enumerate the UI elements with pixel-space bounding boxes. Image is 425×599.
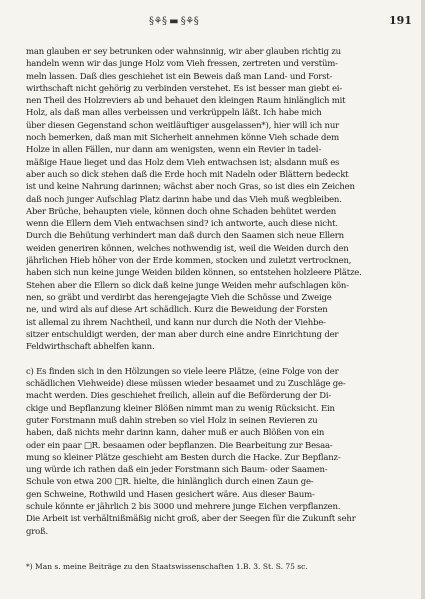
text-line: ist und keine Nahrung darinnen; wächst aber noch Gras, so ist dies ein Zeichen [26, 182, 355, 193]
page-edge [421, 0, 425, 599]
text-line: ckige und Bepflanzung kleiner Blößen nimmt man zu wenig Rücksicht. Ein [26, 403, 335, 414]
footnote: *) Man s. meine Beiträge zu den Staatswissenschaften 1.B. 3. St. S. 75 sc. [26, 562, 308, 571]
text-line: haben sich nun keine junge Weiden bilden können, so entstehen holzleere Plätze. [26, 268, 362, 279]
text-line: Holze in allen Fällen, nur dann am wenigsten, wenn ein Revier in tadel- [26, 145, 321, 156]
text-line: mung so kleiner Plätze geschieht am Besten durch die Hacke. Zur Bepflanz- [26, 452, 341, 463]
text-line: Stehen aber die Ellern so dick daß keine junge Weiden mehr aufschlagen kön- [26, 280, 349, 291]
text-line: aber auch so dick stehen daß die Erde hoch mit Nadeln oder Blättern bedeckt [26, 169, 349, 180]
text-line: oder ein paar □R. besaamen oder bepflanzen. Die Bearbeitung zur Besaa- [26, 440, 333, 451]
text-line: noch bemerken, daß man mit Sicherheit annehmen könne Vieh schade dem [26, 133, 339, 144]
text-line: meln lassen. Daß dies geschiehet ist ein Beweis daß man Land- und Forst- [26, 71, 333, 82]
text-line: guter Forstmann muß dahin streben so viel Holz in seinen Revieren zu [26, 415, 318, 426]
text-line: man glauben er sey betrunken oder wahnsinnig, wir aber glauben richtig zu [26, 47, 341, 57]
text-line: gen Schweine, Rothwild und Hasen gesichert wäre. Aus dieser Baum- [26, 489, 315, 500]
main-text-block [26, 46, 386, 538]
text-line: handeln wenn wir das junge Holz vom Vieh fressen, zertreten und verstüm- [26, 59, 338, 70]
text-line: haben, daß nichts mehr darinn kann, daher muß er auch Blößen von ein [26, 428, 325, 439]
text-line: mäßige Haue lieget und das Holz dem Vieh entwachsen ist; alsdann muß es [26, 157, 340, 168]
text-line: macht werden. Dies geschiehet freilich, allein auf die Beförderung der Di- [26, 391, 332, 402]
text-line: sitzer entschuldigt werden, der man aber durch eine andre Einrichtung der [26, 329, 339, 340]
text-line: Holz, als daß man alles verbeissen und verkrüppeln läßt. Ich habe mich [26, 108, 322, 119]
text-line: schule könnte er jährlich 2 bis 3000 und mehrere junge Eichen verpflanzen. [26, 501, 341, 512]
text-line: nen, so gräbt und verdirbt das herengejagte Vieh die Schösse und Zweige [26, 292, 332, 303]
text-line: nen Theil des Holzreviers ab und behauet den kleingen Raum hinlänglich mit [26, 96, 346, 107]
text-line: jährlichen Hieb höher von der Erde kommen, stocken und zuletzt vertrocknen, [26, 256, 352, 267]
text-line: Aber Brüche, behaupten viele, können doch ohne Schaden behütet werden [26, 206, 337, 217]
header-ornament: §⚘§ ▬ §⚘§ [149, 16, 199, 27]
text-line: wenn die Ellern dem Vieh entwachsen sind? ich antworte, auch diese nicht. [26, 219, 338, 230]
text-line: Feldwirthschaft abhelfen kann. [26, 342, 155, 353]
text-line: schädlichen Viehweide) diese müssen wieder besaamet und zu Zuschläge ge- [26, 379, 346, 390]
text-line: Durch die Behütung verhindert man daß durch den Saamen sich neue Ellern [26, 231, 344, 242]
text-line: groß. [26, 526, 49, 537]
text-line: Schule von etwa 200 □R. hielte, die hinlänglich durch einen Zaun ge- [26, 477, 314, 488]
text-line: ist allemal zu ihrem Nachtheil, und kann nur durch die Noth der Viehbe- [26, 317, 326, 328]
text-line: Die Arbeit ist verhältnißmäßig nicht groß, aber der Seegen für die Zukunft sehr [26, 514, 356, 525]
text-line: ne, und wird als auf diese Art schädlich. Kurz die Beweidung der Forsten [26, 305, 328, 316]
text-line: weiden generiren können, welches nothwendig ist, weil die Weiden durch den [26, 243, 349, 254]
page-number: 191 [389, 14, 412, 27]
text-line: über diesen Gegenstand schon weitläuftiger ausgelassen*), hier will ich nur [26, 120, 339, 131]
text-line: c) Es finden sich in den Hölzungen so viele leere Plätze, (eine Folge von der [26, 366, 339, 377]
text-line: wirthschaft nicht gehörig zu verbinden verstehet. Es ist besser man giebt ei- [26, 83, 343, 94]
text-line: daß noch junger Aufschlag Platz darinn habe und das Vieh muß wegbleiben. [26, 194, 342, 205]
text-line [26, 353, 386, 365]
text-line: ung würde ich rathen daß ein jeder Forstmann sich Baum- oder Saamen- [26, 465, 328, 476]
